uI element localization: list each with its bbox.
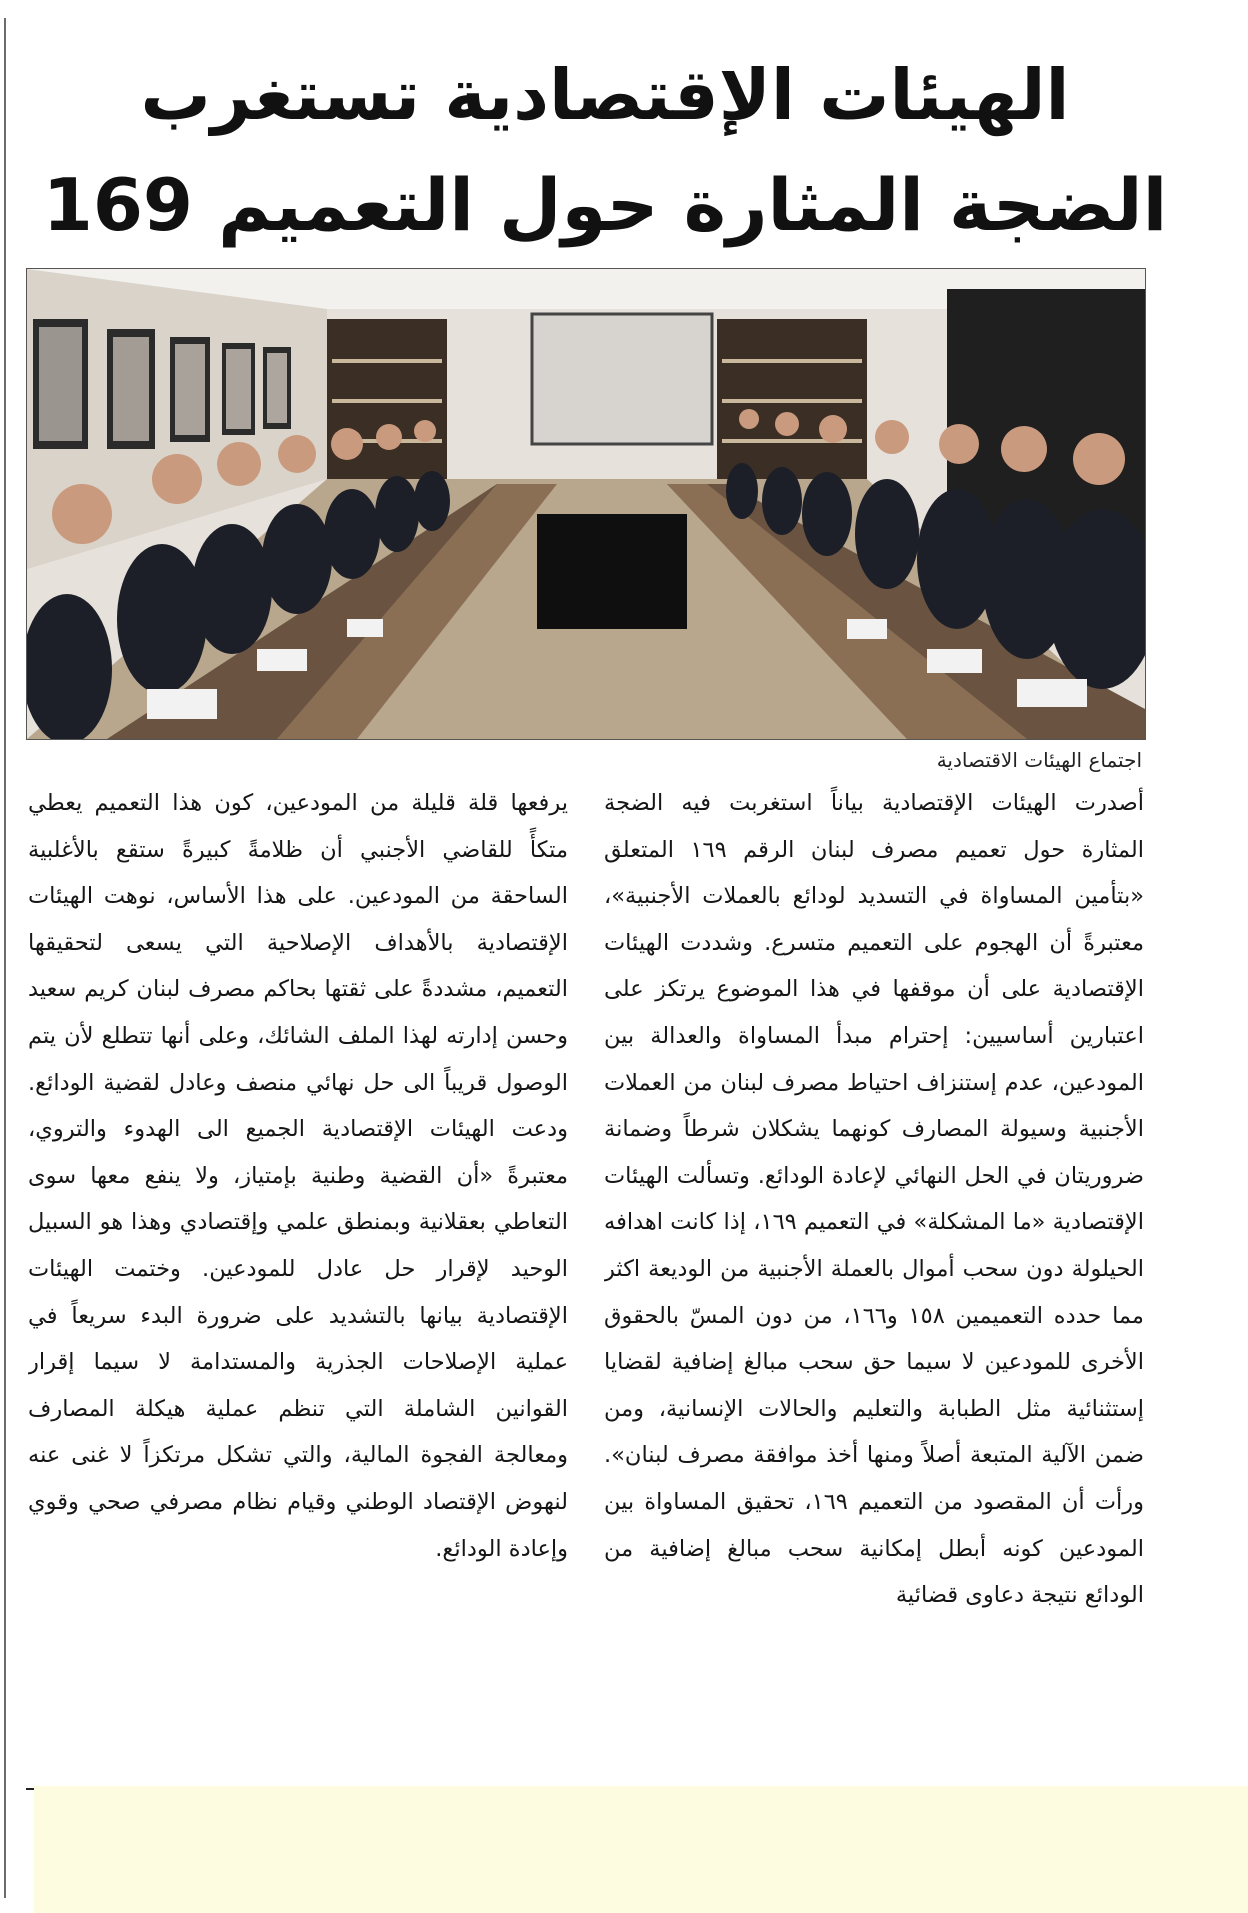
headline-line-1: الهيئات الإقتصادية تستغرب	[140, 54, 1070, 136]
footer-highlight-box	[34, 1786, 1248, 1913]
meeting-photo-illustration	[27, 269, 1145, 739]
meeting-photo	[26, 268, 1146, 740]
photo-caption: اجتماع الهيئات الاقتصادية	[936, 748, 1142, 772]
page-edge-rule	[4, 18, 6, 1898]
article-column-right: أصدرت الهيئات الإقتصادية بياناً استغربت فيه الضجة المثارة حول تعميم مصرف لبنان الرقم ١٦٩ المتعلق «بتأمين المساواة في التسديد لودائع بالعملات الأجنبية»، معتبرةً أن الهجوم على التعميم متسرع. وشددت الهيئات الإقتصادية على أن موقفها في هذا الموضوع يرتكز على اعتبارين أساسيين: إحترام مبدأ المساواة والعدالة بين المودعين، عدم إستنزاف احتياط مصرف لبنان من العملات الأجنبية وسيولة المصارف كونهما يشكلان شرطاً وضمانة ضروريتان في الحل النهائي لإعادة الودائع. وتسألت الهيئات الإقتصادية «ما المشكلة» في التعميم ١٦٩، إذا كانت اهدافه الحيلولة دون سحب أموال بالعملة الأجنبية من الوديعة اكثر مما حدده التعميمين ١٥٨ و١٦٦، من دون المسّ بالحقوق الأخرى للمودعين لا سيما حق سحب مبالغ إضافية لقضايا إستثنائية مثل الطبابة والتعليم والحالات الإنسانية، ومن ضمن الآلية المتبعة أصلاً ومنها أخذ موافقة مصرف لبنان». ورأت أن المقصود من التعميم ١٦٩، تحقيق المساواة بين المودعين كونه أبطل إمكانية سحب مبالغ إضافية من الودائع نتيجة دعاوى قضائية	[604, 790, 1144, 1609]
headline-line-2: الضجة المثارة حول التعميم 169	[42, 163, 1168, 247]
article-column-left: يرفعها قلة قليلة من المودعين، كون هذا التعميم يعطي متكأً للقاضي الأجنبي أن ظلامةً كبيرةً ستقع بالأغلبية الساحقة من المودعين. على هذا الأساس، نوهت الهيئات الإقتصادية بالأهداف الإصلاحية التي يسعى لتحقيقها التعميم، مشددةً على ثقتها بحاكم مصرف لبنان كريم سعيد وحسن إدارته لهذا الملف الشائك، وعلى أنها تتطلع لأن يتم الوصول قريباً الى حل نهائي منصف وعادل لقضية الودائع. ودعت الهيئات الإقتصادية الجميع الى الهدوء والتروي، معتبرةً «أن القضية وطنية بإمتياز، ولا ينفع معها سوى التعاطي بعقلانية وبمنطق علمي وإقتصادي وهذا هو السبيل الوحيد لإقرار حل عادل للمودعين. وختمت الهيئات الإقتصادية بيانها بالتشديد على ضرورة البدء سريعاً في عملية الإصلاحات الجذرية والمستدامة لا سيما إقرار القوانين الشاملة التي تنظم عملية هيكلة المصارف ومعالجة الفجوة المالية، والتي تشكل مرتكزاً لا غنى عنه لنهوض الإقتصاد الوطني وقيام نظام مصرفي صحي وقوي وإعادة الودائع.	[28, 790, 568, 1562]
